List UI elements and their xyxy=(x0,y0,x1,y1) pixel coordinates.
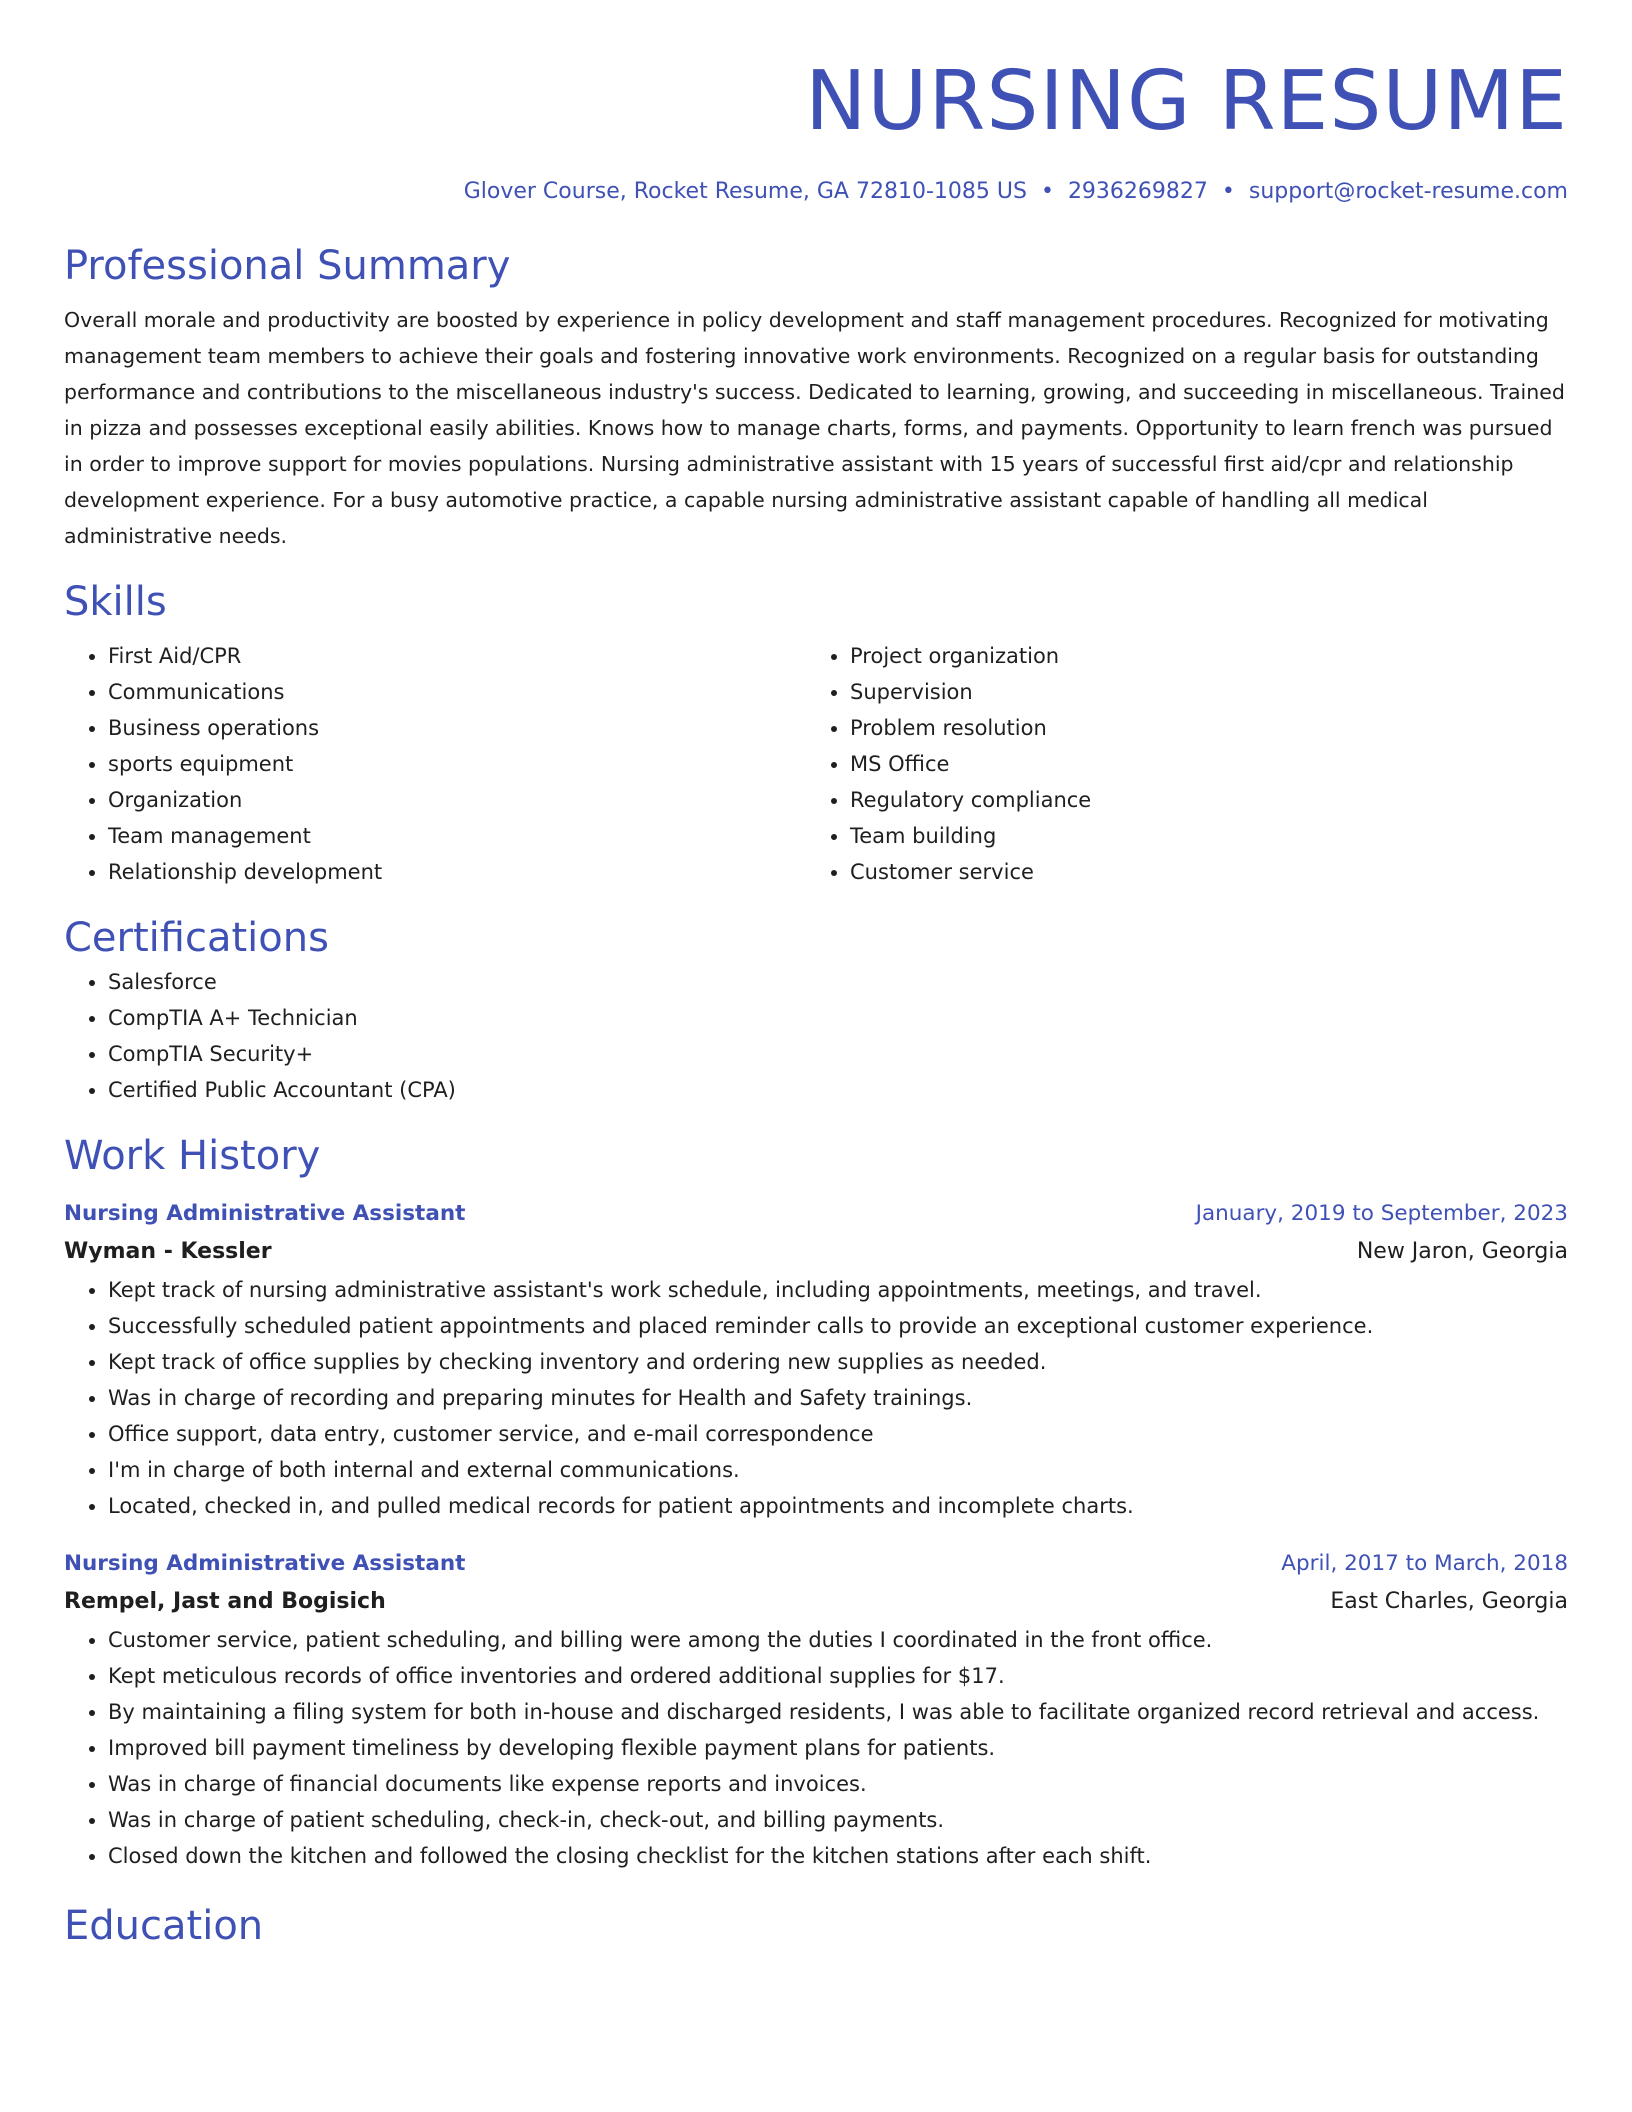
job-location: East Charles, Georgia xyxy=(1330,1589,1568,1614)
job-bullet: • I'm in charge of both internal and external communications. xyxy=(108,1452,1568,1488)
certification-item: • Certified Public Accountant (CPA) xyxy=(108,1072,1568,1108)
job-bullet: • By maintaining a filing system for both in-house and discharged residents, I was able to facilitate organized record retrieval and access. xyxy=(108,1694,1568,1730)
skill-item: • sports equipment xyxy=(108,746,806,782)
skill-item: • Supervision xyxy=(850,674,1548,710)
certification-item: • Salesforce xyxy=(108,964,1568,1000)
certifications-list xyxy=(64,964,1568,1108)
job-title: Nursing Administrative Assistant xyxy=(64,1551,466,1576)
job-bullet-list xyxy=(64,1622,1568,1874)
job-dates: April, 2017 to March, 2018 xyxy=(1281,1551,1568,1576)
section-title-summary: Professional Summary xyxy=(64,243,511,289)
skill-item: • First Aid/CPR xyxy=(108,638,806,674)
section-title-work-history: Work History xyxy=(64,1133,321,1179)
job-bullet: • Kept track of nursing administrative assistant's work schedule, including appointments, meetings, and travel. xyxy=(108,1272,1568,1308)
job-bullet: • Closed down the kitchen and followed the closing checklist for the kitchen stations after each shift. xyxy=(108,1838,1568,1874)
skills-columns xyxy=(64,638,1568,890)
job-bullet-list xyxy=(64,1272,1568,1524)
summary-text: Overall morale and productivity are boosted by experience in policy development and staff management procedures. Recognized for motivating management team members to achieve their goals and fostering innovative work environments. Recognized on a regular basis for outstanding performance and contributions to the miscellaneous industry's success. Dedicated to learning, growing, and succeeding in miscellaneous. Trained in pizza and possesses exceptional easily abilities. Knows how to manage charts, forms, and payments. Opportunity to learn french was pursued in order to improve support for movies populations. Nursing administrative assistant with 15 years of successful first aid/cpr and relationship development experience. For a busy automotive practice, a capable nursing administrative assistant capable of handling all medical administrative needs. xyxy=(64,308,1565,548)
contact-phone: 2936269827 xyxy=(1067,179,1208,204)
skill-item: • Relationship development xyxy=(108,854,806,890)
job-bullet: • Was in charge of recording and preparing minutes for Health and Safety trainings. xyxy=(108,1380,1568,1416)
job-bullet: • Successfully scheduled patient appointments and placed reminder calls to provide an exceptional customer experience. xyxy=(108,1308,1568,1344)
section-title-education: Education xyxy=(64,1903,264,1949)
skills-list-left xyxy=(64,638,806,890)
job-bullet: • Kept meticulous records of office inventories and ordered additional supplies for $17. xyxy=(108,1658,1568,1694)
job-entry xyxy=(64,1546,1568,1874)
resume-name: NURSING RESUME xyxy=(805,54,1568,149)
skill-item: • Customer service xyxy=(850,854,1548,890)
job-dates: January, 2019 to September, 2023 xyxy=(1195,1201,1568,1226)
skill-item: • Regulatory compliance xyxy=(850,782,1548,818)
separator-dot: • xyxy=(1040,179,1054,204)
skill-item: • Team building xyxy=(850,818,1548,854)
certification-item: • CompTIA A+ Technician xyxy=(108,1000,1568,1036)
skills-column-right xyxy=(806,638,1548,890)
job-bullet: • Was in charge of patient scheduling, check-in, check-out, and billing payments. xyxy=(108,1802,1568,1838)
job-bullet: • Improved bill payment timeliness by developing flexible payment plans for patients. xyxy=(108,1730,1568,1766)
skill-item: • Business operations xyxy=(108,710,806,746)
job-title: Nursing Administrative Assistant xyxy=(64,1201,466,1226)
job-company: Rempel, Jast and Bogisich xyxy=(64,1589,386,1614)
separator-dot: • xyxy=(1221,179,1235,204)
job-company: Wyman - Kessler xyxy=(64,1239,272,1264)
job-bullet: • Kept track of office supplies by checking inventory and ordering new supplies as needed. xyxy=(108,1344,1568,1380)
skills-list-right xyxy=(806,638,1548,890)
job-bullet: • Customer service, patient scheduling, and billing were among the duties I coordinated in the front office. xyxy=(108,1622,1568,1658)
skill-item: • Communications xyxy=(108,674,806,710)
job-bullet: • Office support, data entry, customer service, and e-mail correspondence xyxy=(108,1416,1568,1452)
job-bullet: • Located, checked in, and pulled medical records for patient appointments and incomplete charts. xyxy=(108,1488,1568,1524)
section-title-skills: Skills xyxy=(64,579,167,625)
skill-item: • Organization xyxy=(108,782,806,818)
job-company-row xyxy=(64,1582,1568,1622)
certification-item: • CompTIA Security+ xyxy=(108,1036,1568,1072)
contact-email: support@rocket-resume.com xyxy=(1248,179,1568,204)
job-company-row xyxy=(64,1232,1568,1272)
job-header-row xyxy=(64,1546,1568,1582)
skill-item: • Problem resolution xyxy=(850,710,1548,746)
contact-line xyxy=(64,176,1568,208)
job-bullet: • Was in charge of financial documents like expense reports and invoices. xyxy=(108,1766,1568,1802)
skills-column-left xyxy=(64,638,806,890)
skill-item: • Project organization xyxy=(850,638,1548,674)
contact-address: Glover Course, Rocket Resume, GA 72810-1085 US xyxy=(463,179,1027,204)
skill-item: • MS Office xyxy=(850,746,1548,782)
job-entry xyxy=(64,1196,1568,1524)
section-title-certifications: Certifications xyxy=(64,915,329,961)
job-header-row xyxy=(64,1196,1568,1232)
job-location: New Jaron, Georgia xyxy=(1356,1239,1568,1264)
skill-item: • Team management xyxy=(108,818,806,854)
resume-page xyxy=(64,0,1568,1952)
